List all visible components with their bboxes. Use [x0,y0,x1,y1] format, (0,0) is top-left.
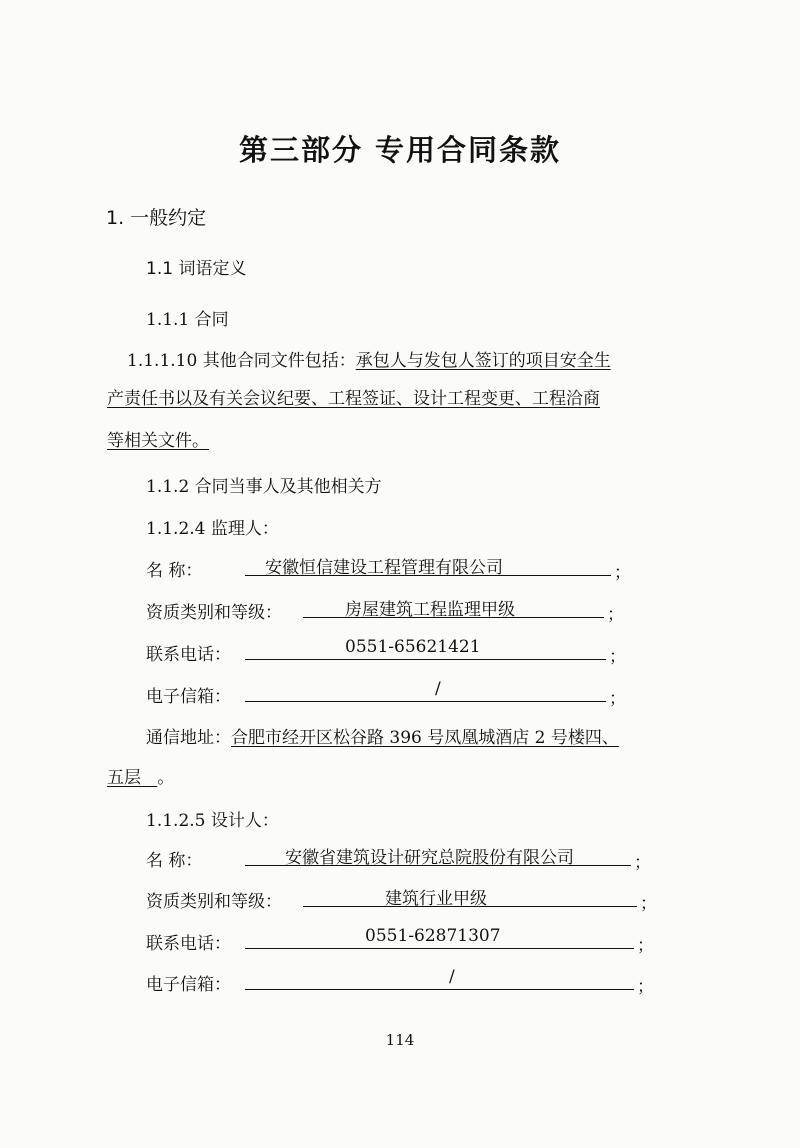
supervisor-name-field [245,553,611,576]
supervisor-qual-field [303,595,604,618]
supervisor-qual-value: 房屋建筑工程监理甲级 [345,600,515,620]
clause-1-1-2-4: 1.1.2.4 监理人： [146,519,279,539]
clause-text-line2: 产责任书以及有关会议纪要、工程签证、设计工程变更、工程洽商 [107,389,600,409]
designer-email-label: 电子信箱： [146,975,231,995]
supervisor-qual-label: 资质类别和等级： [146,603,282,623]
supervisor-addr-end: 。 [157,768,175,788]
designer-name-label: 名 称： [146,851,203,871]
supervisor-name-label: 名 称： [146,561,203,581]
clause-1-1-2-5: 1.1.2.5 设计人： [146,811,279,831]
clause-1-1-1: 1.1.1 合同 [146,310,229,330]
designer-email-field [245,967,634,990]
semicolon: ； [614,563,631,583]
supervisor-addr-cont [107,763,174,788]
designer-email-value: / [449,967,455,987]
supervisor-email-value: / [435,679,441,699]
supervisor-name-value: 安徽恒信建设工程管理有限公司 [265,558,503,578]
semicolon: ； [637,936,654,956]
supervisor-phone-field [245,637,606,660]
semicolon: ； [607,605,624,625]
supervisor-phone-label: 联系电话： [146,645,231,665]
clause-text-line1: 承包人与发包人签订的项目安全生 [355,351,611,371]
designer-name-field [245,843,631,866]
supervisor-email-field [245,679,606,702]
designer-phone-field [245,926,634,949]
clause-1-1-2: 1.1.2 合同当事人及其他相关方 [146,477,382,497]
page-title: 第三部分 专用合同条款 [238,133,562,167]
designer-name-value: 安徽省建筑设计研究总院股份有限公司 [285,848,574,868]
semicolon: ； [609,689,626,709]
designer-qual-field [303,884,637,907]
semicolon: ； [609,647,626,667]
clause-text-line3: 等相关文件。 [107,431,209,451]
semicolon: ； [634,853,651,873]
clause-1-1-1-10 [127,346,611,371]
designer-qual-value: 建筑行业甲级 [385,889,487,909]
supervisor-addr-label-text: 通信地址： [146,728,231,748]
supervisor-addr-line2: 五层 [107,768,141,788]
supervisor-addr-label [146,723,619,748]
designer-phone-value: 0551-62871307 [365,926,501,946]
semicolon: ； [640,894,657,914]
designer-phone-label: 联系电话： [146,934,231,954]
section-heading-1: 1. 一般约定 [106,207,207,229]
semicolon: ； [637,977,654,997]
supervisor-phone-value: 0551-65621421 [345,637,481,657]
supervisor-email-label: 电子信箱： [146,687,231,707]
section-heading-1-1: 1.1 词语定义 [146,259,247,279]
designer-qual-label: 资质类别和等级： [146,892,282,912]
clause-label: 1.1.1.10 其他合同文件包括： [127,351,356,371]
page-number: 114 [385,1031,415,1049]
supervisor-addr-line1: 合肥市经开区松谷路 396 号凤凰城酒店 2 号楼四、 [231,728,619,748]
